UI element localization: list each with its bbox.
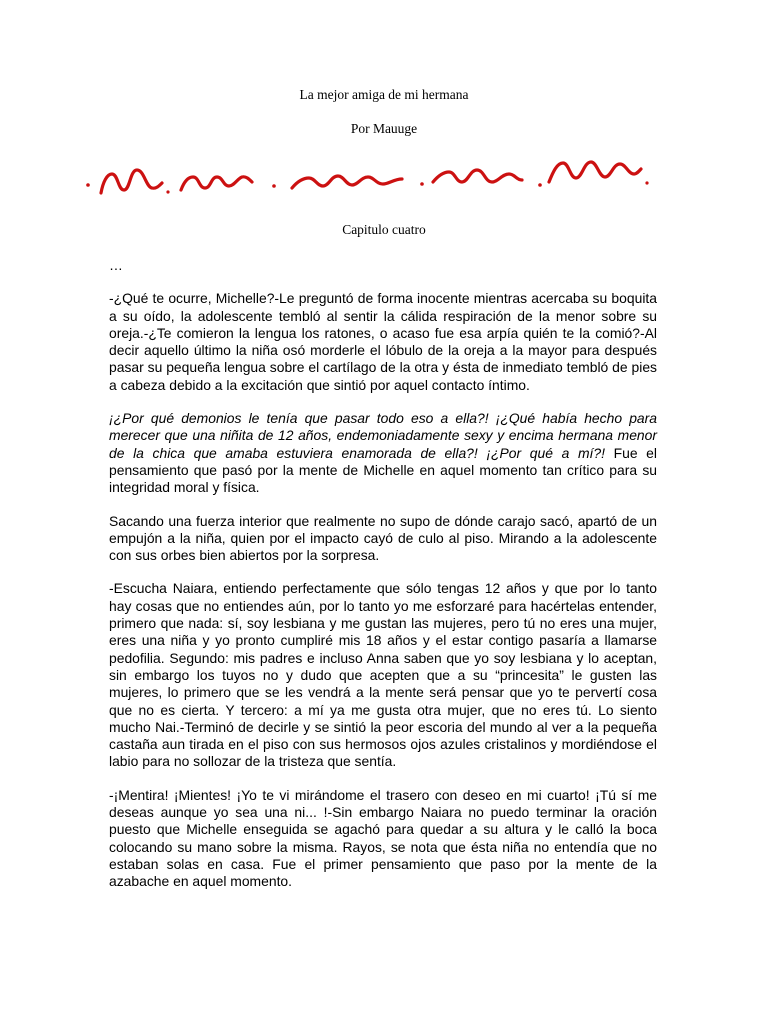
divider-squiggle [433, 170, 522, 182]
ellipsis-paragraph: … [109, 257, 123, 273]
chapter-heading: Capitulo cuatro [342, 222, 426, 237]
paragraph-3: Sacando una fuerza interior que realmente no supo de dónde carajo sacó, apartó de un empujón a la niña, quien por el impacto cayó de culo al piso. Mirando a la adolescente con sus orbes bien abiertos por la sorpresa. [109, 512, 657, 564]
divider-squiggle [549, 162, 641, 182]
divider-dot [86, 183, 90, 187]
divider-squiggle [101, 170, 162, 193]
paragraph-2-rest: Fue el pensamiento que pasó por la mente de Michelle en aquel momento tan crítico para su integridad moral y física. [109, 444, 657, 496]
divider-squiggle [292, 176, 402, 188]
divider-dot [166, 190, 169, 193]
decorative-divider [84, 152, 654, 198]
divider-squiggle [181, 177, 252, 190]
divider-dot [420, 182, 424, 186]
chapter-body [109, 257, 657, 907]
paragraph-2 [109, 410, 657, 496]
paragraph-4: -Escucha Naiara, entiendo perfectamente que sólo tengas 12 años y que por lo tanto hay cosas que no entiendes aún, por lo tanto yo me esforzaré para hacértelas entender, primero que nada: sí, soy lesbiana y me gustan las mujeres, pero tú no eres una mujer, eres una niña y yo pronto cumpliré mis 18 años y el estar contigo pasaría a llamarse pedofilia. Segundo: mis padres e incluso Anna saben que yo soy lesbiana y lo aceptan, sin embargo los tuyos no y dudo que acepten que a su “princesita” le gusten las mujeres, lo primero que se les vendrá a la mente será pensar que yo te pervertí cosa que no es cierta. Y tercero: a mí ya me gusta otra mujer, que no eres tú. Lo siento mucho Nai.-Terminó de decirle y se sintió la peor escoria del mundo al ver a la pequeña castaña aun tirada en el piso con sus hermosos ojos azules cristalinos y mordiéndose el labio para no sollozar de la tristeza que sentía. [109, 580, 657, 770]
author-line: Por Mauuge [350, 121, 418, 136]
divider-dot [645, 181, 648, 184]
paragraph-2-italic: ¡¿Por qué demonios le tenía que pasar todo eso a ella?! ¡¿Qué había hecho para merecer que una niñita de 12 años, endemoniadamente sexy y encima hermana menor de la chica que amaba estuviera enamorada de ella?! ¡¿Por qué a mí?! [109, 410, 657, 461]
document-title: La mejor amiga de mi hermana [299, 87, 469, 102]
paragraph-5: -¡Mentira! ¡Mientes! ¡Yo te vi mirándome el trasero con deseo en mi cuarto! ¡Tú sí me deseas aunque yo sea una ni... !-Sin embargo Naiara no puedo terminar la oración puesto que Michelle enseguida se agachó para quedar a su altura y le calló la boca colocando su mano sobre la misma. Rayos, se nota que ésta niña no entendía que no estaban solas en casa. Fue el primer pensamiento que paso por la mente de la azabache en aquel momento. [109, 786, 657, 890]
divider-dot [272, 184, 276, 188]
paragraph-1: -¿Qué te ocurre, Michelle?-Le preguntó de forma inocente mientras acercaba su boquita a su oído, la adolescente tembló al sentir la cálida respiración de la menor sobre su oreja.-¿Te comieron la lengua los ratones, o acaso fue esa arpía quién te la comió?-Al decir aquello último la niña osó morderle el lóbulo de la oreja a la mayor para después pasar su pequeña lengua sobre el cartílago de la otra y ésta de inmediato tembló de pies a cabeza debido a la excitación que sintió por aquel contacto íntimo. [109, 290, 657, 393]
divider-dot [538, 183, 542, 187]
